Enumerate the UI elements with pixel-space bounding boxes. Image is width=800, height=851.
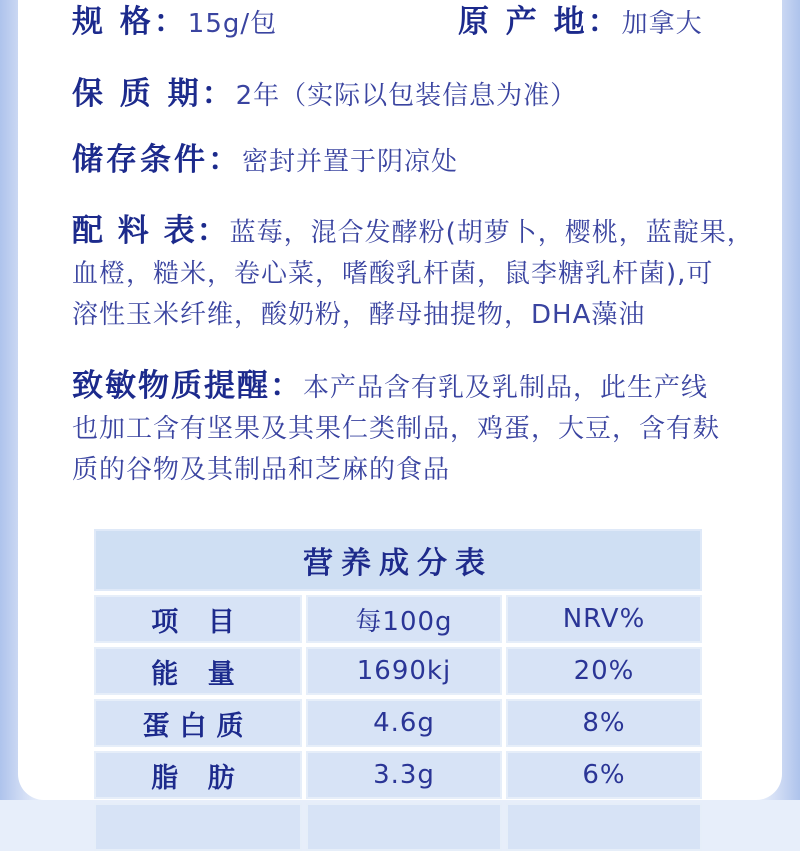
row-amount: 3.3g <box>306 751 502 799</box>
storage-value: 密封并置于阴凉处 <box>242 147 459 177</box>
shelf-life-value: 2年（实际以包装信息为准） <box>235 81 578 111</box>
origin-row <box>458 2 703 44</box>
allergen-text-1: 本产品含有乳及乳制品，此生产线 <box>303 373 709 403</box>
nutrition-table-title: 营养成分表 <box>94 529 702 591</box>
shelf-life-row <box>72 74 577 116</box>
storage-row <box>72 140 458 182</box>
storage-label: 储存条件： <box>72 142 242 178</box>
table-row <box>94 699 702 747</box>
nutrition-table <box>94 529 702 851</box>
allergen-section <box>72 366 772 491</box>
row-amount-partial <box>306 803 502 851</box>
row-nrv-partial <box>506 803 702 851</box>
header-item: 项 目 <box>94 595 302 643</box>
table-row-partial <box>94 803 702 851</box>
origin-value: 加拿大 <box>621 9 703 39</box>
shelf-life-label: 保 质 期： <box>72 76 236 112</box>
row-item-name: 能 量 <box>94 647 302 695</box>
row-nrv: 20% <box>506 647 702 695</box>
ingredients-line-2: 血橙，糙米，卷心菜，嗜酸乳杆菌，鼠李糖乳杆菌),可 <box>72 259 714 289</box>
spec-label: 规 格： <box>72 4 188 40</box>
allergen-line-1 <box>72 366 772 409</box>
origin-label: 原 产 地： <box>458 4 622 40</box>
allergen-line-3: 质的谷物及其制品和芝麻的食品 <box>72 455 451 485</box>
row-nrv: 8% <box>506 699 702 747</box>
row-amount: 4.6g <box>306 699 502 747</box>
ingredients-label: 配 料 表： <box>72 213 230 249</box>
allergen-label: 致敏物质提醒： <box>72 368 303 404</box>
ingredients-line-3: 溶性玉米纤维，酸奶粉，酵母抽提物，DHA藻油 <box>72 300 646 330</box>
row-item-name-partial <box>94 803 302 851</box>
header-nrv: NRV% <box>506 595 702 643</box>
table-row <box>94 647 702 695</box>
row-item-name: 蛋白质 <box>94 699 302 747</box>
ingredients-line-1 <box>72 211 772 254</box>
table-row <box>94 751 702 799</box>
ingredients-section <box>72 211 772 336</box>
row-nrv: 6% <box>506 751 702 799</box>
ingredients-text-1: 蓝莓，混合发酵粉(胡萝卜，樱桃，蓝靛果， <box>229 218 754 248</box>
header-per-100g: 每100g <box>306 595 502 643</box>
row-amount: 1690kj <box>306 647 502 695</box>
table-header-row <box>94 595 702 643</box>
allergen-line-2: 也加工含有坚果及其果仁类制品，鸡蛋，大豆，含有麸 <box>72 414 721 444</box>
row-item-name: 脂 肪 <box>94 751 302 799</box>
spec-value: 15g/包 <box>187 9 278 39</box>
spec-row <box>72 2 277 44</box>
